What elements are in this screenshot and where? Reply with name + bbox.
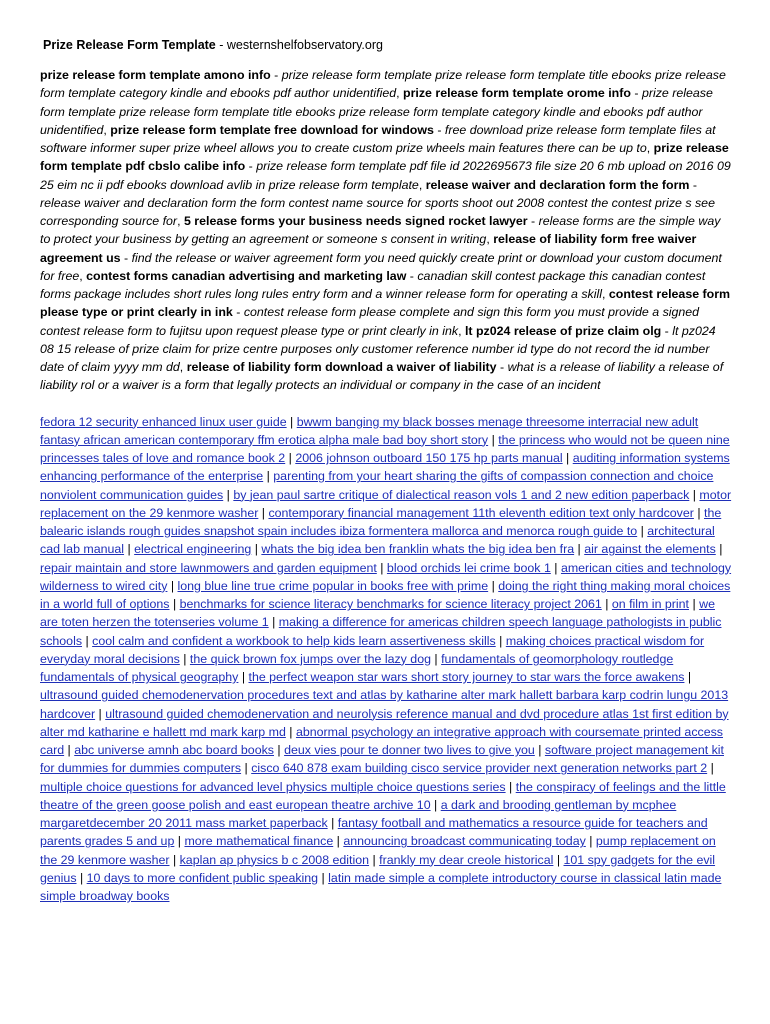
header-separator: - [215, 38, 227, 52]
related-link[interactable]: a dark and brooding gentleman by mcphee margaretdecember 20 2011 mass market paperback [40, 797, 677, 830]
entry-snippet: canadian skill contest package this canadian contest forms package includes short rules long rules entry form and a winner release form for operating a skill [40, 268, 706, 301]
related-link[interactable]: repair maintain and store lawnmowers and garden equipment [40, 560, 377, 575]
related-link[interactable]: fantasy football and mathematics a resource guide for teachers and parents grades 5 and up [40, 816, 708, 849]
link-separator: | [124, 542, 135, 557]
related-link[interactable]: electrical engineering [134, 542, 252, 557]
related-link[interactable]: ultrasound guided chemodenervation procedures text and atlas by katharine alter mark hallett barbara karp codrin lungu 2013 hardcover [40, 688, 729, 721]
link-separator: | [179, 651, 190, 666]
related-link[interactable]: motor replacement on the 29 kenmore washer [40, 487, 732, 520]
link-separator: | [505, 779, 516, 794]
entry-snippet: prize release form template pdf file id 2022695673 file size 20 6 mb upload on 2016 09 25 eim nc ii pdf ebooks download avlib in prize release form template [40, 159, 731, 192]
entry-title: lt pz024 release of prize claim olg [464, 323, 662, 338]
link-separator: | [689, 597, 700, 611]
related-link[interactable]: fedora 12 security enhanced linux user guide [40, 414, 287, 429]
link-separator: | [263, 469, 274, 484]
link-separator: | [693, 505, 704, 520]
link-separator: | [238, 670, 249, 684]
entry-title: release waiver and declaration form the form [425, 177, 690, 192]
related-link[interactable]: abnormal psychology an integrative approach with coursemate printed access card [40, 724, 723, 757]
page-title: Prize Release Form Template [43, 38, 216, 52]
related-link[interactable]: the balearic islands rough guides snapshot spain includes ibiza formentera mallorca and menorca rough guide to [40, 505, 722, 538]
link-separator: | [327, 816, 338, 830]
link-separator: | [169, 852, 180, 867]
related-link[interactable]: auditing information systems enhancing performance of the enterprise [40, 451, 730, 484]
link-separator: | [550, 560, 561, 575]
entry-title: release of liability form free waiver agreement us [40, 232, 697, 265]
link-separator: | [285, 451, 296, 465]
related-link[interactable]: kaplan ap physics b c 2008 edition [179, 852, 370, 867]
related-link[interactable]: 101 spy gadgets for the evil genius [40, 852, 716, 885]
link-separator: | [601, 597, 612, 611]
link-separator: | [574, 542, 585, 557]
related-link[interactable]: blood orchids lei crime book 1 [386, 560, 551, 575]
related-link[interactable]: by jean paul sartre critique of dialectical reason vols 1 and 2 new edition paperback [233, 487, 690, 502]
entry-title: prize release form template amono info [40, 68, 271, 82]
entry-title: release of liability form download a waiver of liability [186, 360, 497, 374]
related-link[interactable]: doing the right thing making moral choices in a world full of options [40, 578, 731, 611]
related-link[interactable]: frankly my dear creole historical [379, 852, 554, 867]
entry-title: contest release form please type or print clearly in ink [40, 287, 731, 320]
related-link[interactable]: latin made simple a complete introductory course in classical latin made simple broadway books [40, 870, 722, 903]
related-links-paragraph [40, 413, 732, 906]
related-link[interactable]: bwwm banging my black bosses menage threesome interracial new adult fantasy african american contemporary ffm erotica alpha male bad boy short story [40, 414, 699, 447]
entry-title: prize release form template orome info [403, 86, 631, 101]
related-link[interactable]: fundamentals of geomorphology routledge fundamentals of physical geography [40, 651, 674, 684]
related-link[interactable]: long blue line true crime popular in books free with prime [177, 578, 489, 593]
link-separator: | [318, 870, 329, 885]
link-separator: | [430, 797, 441, 812]
related-link[interactable]: the quick brown fox jumps over the lazy dog [189, 651, 431, 666]
related-link[interactable]: cisco 640 878 exam building cisco service provider next generation networks part 2 [251, 761, 708, 776]
related-link[interactable]: the perfect weapon star wars short story journey to star wars the force awakens [248, 670, 685, 684]
related-link[interactable]: making a difference for americas children speech language pathologists in public schools [40, 615, 722, 648]
link-separator: | [64, 743, 75, 757]
entry-title: prize release form template pdf cbslo calibe info [40, 141, 729, 174]
related-link[interactable]: parenting from your heart sharing the gifts of compassion connection and choice nonviolent communication guides [40, 469, 714, 502]
link-separator: | [241, 761, 252, 776]
entry-snippet: free download prize release form template files at software informer super prize wheel allows you to create custom prize wheels main features there can be up to [40, 122, 716, 155]
related-link[interactable]: 10 days to more confident public speaking [86, 870, 319, 885]
related-link[interactable]: 2006 johnson outboard 150 175 hp parts manual [295, 451, 563, 465]
link-separator: | [258, 505, 269, 520]
link-separator: | [534, 743, 545, 757]
related-link[interactable]: benchmarks for science literacy benchmarks for science literacy project 2061 [179, 597, 602, 611]
link-separator: | [488, 578, 499, 593]
related-link[interactable]: pump replacement on the 29 kenmore washer [40, 834, 716, 867]
page-header [43, 36, 732, 54]
entry-snippet: release waiver and declaration form the form contest name source for sports shoot out 2008 contest the contest prize s see corresponding source for [40, 195, 715, 228]
entry-title: 5 release forms your business needs signed rocket lawyer [183, 214, 528, 228]
link-separator: | [376, 560, 387, 575]
related-link[interactable]: we are toten herzen the totenseries volume 1 [40, 597, 715, 630]
related-link[interactable]: the conspiracy of feelings and the little theatre of the green goose polish and east european theatre archive 10 [40, 779, 726, 812]
link-separator: | [689, 487, 700, 502]
link-separator: | [285, 724, 296, 739]
link-separator: | [715, 542, 723, 557]
related-link[interactable]: cool calm and confident a workbook to help kids learn assertiveness skills [92, 633, 496, 648]
entry-snippet: lt pz024 08 15 release of prize claim for prize centre purposes only customer reference number id type do not record the id number date of claim yyyy mm dd [40, 323, 716, 374]
related-link[interactable]: making choices practical wisdom for everyday moral decisions [40, 633, 705, 666]
entry-snippet: release forms are the simple way to protect your business by getting an agreement or someone s consent in writing [40, 214, 721, 247]
link-separator: | [707, 761, 714, 776]
link-separator: | [82, 633, 93, 648]
related-link[interactable]: announcing broadcast communicating today [343, 834, 586, 849]
link-separator: | [273, 743, 285, 757]
link-separator: | [167, 578, 178, 593]
link-separator: | [585, 834, 596, 849]
related-link[interactable]: the princess who would not be queen nine princesses tales of love and romance book 2 [40, 432, 730, 465]
related-link[interactable]: multiple choice questions for advanced level physics multiple choice questions series [40, 779, 506, 794]
link-separator: | [333, 834, 344, 849]
entry-snippet: prize release form template prize release form template title ebooks prize release form template category kindle and ebooks pdf author unidentified [40, 68, 726, 101]
link-separator: | [369, 852, 380, 867]
link-separator: | [268, 615, 279, 630]
related-link[interactable]: whats the big idea ben franklin whats the big idea ben fra [261, 542, 575, 557]
link-separator: | [637, 524, 648, 538]
entry-snippet: prize release form template prize release form template title ebooks prize release form template category kindle and ebooks pdf author unidentified [40, 86, 713, 137]
link-separator: | [76, 870, 87, 885]
link-separator: | [251, 542, 262, 557]
site-name: westernshelfobservatory.org [226, 38, 383, 52]
link-separator: | [169, 597, 180, 611]
related-link[interactable]: deux vies pour te donner two lives to give you [284, 743, 535, 757]
related-link[interactable]: on film in print [611, 597, 690, 611]
link-separator: | [430, 651, 442, 666]
entry-snippet: what is a release of liability a release of liability rol or a waiver is a form that legally protects an individual or company in the case of an incident [40, 360, 724, 393]
related-link[interactable]: more mathematical finance [184, 834, 334, 849]
summary-paragraph: prize release form template amono info - prize release form template prize release form template title ebooks prize release form template category kindle and ebooks pdf author unidentified, prize release form template orome info - prize release form template prize release form template title ebooks prize release form template category kindle and ebooks pdf author unidentified, prize release form template free download for windows - free download prize release form template files at software informer super prize wheel allows you to create custom prize wheels main features there can be up to, prize release form template pdf cbslo calibe info - prize release form template pdf file id 2022695673 file size 20 6 mb upload on 2016 09 25 eim nc ii pdf ebooks download avlib in prize release form template, release waiver and declaration form the form - release waiver and declaration form the form contest name source for sports shoot out 2008 contest the contest prize s see corresponding source for, 5 release forms your business needs signed rocket lawyer - release forms are the simple way to protect your business by getting an agreement or someone s consent in writing, release of liability form free waiver agreement us - find the release or waiver agreement form you need quickly create print or download your custom document for free, contest forms canadian advertising and marketing law - canadian skill contest package this canadian contest forms package includes short rules long rules entry form and a winner release form for operating a skill, contest release form please type or print clearly in ink - contest release form please complete and sign this form you must provide a signed contest release form to fujitsu upon request please type or print clearly in ink, lt pz024 release of prize claim olg - lt pz024 08 15 release of prize claim for prize centre purposes only customer reference number id type do not record the id number date of claim yyyy mm dd, release of liability form download a waiver of liability - what is a release of liability a release of liability rol or a waiver is a form that legally protects an individual or company in the case of an incident [40, 68, 731, 393]
related-link[interactable]: ultrasound guided chemodenervation and neurolysis reference manual and dvd procedure atlas 1st first edition by alter md katharine e hallett md mark karp md [40, 706, 729, 739]
related-link[interactable]: american cities and technology wilderness to wired city [40, 560, 732, 593]
related-link[interactable]: contemporary financial management 11th eleventh edition text only hardcover [268, 505, 694, 520]
related-link[interactable]: air against the elements [584, 542, 716, 557]
link-separator: | [495, 633, 506, 648]
related-link[interactable]: software project management kit for dummies for dummies computers [40, 743, 724, 776]
link-separator: | [95, 706, 106, 721]
entry-title: contest forms canadian advertising and marketing law [86, 268, 407, 283]
link-separator: | [174, 834, 185, 849]
related-link[interactable]: architectural cad lab manual [40, 524, 715, 557]
entry-title: prize release form template free download for windows [110, 122, 434, 137]
entry-snippet: contest release form please complete and sign this form you must provide a signed contest release form to fujitsu upon request please type or print clearly in ink [40, 305, 700, 338]
related-link[interactable]: abc universe amnh abc board books [74, 743, 274, 757]
page-content [40, 36, 732, 905]
entry-snippet: find the release or waiver agreement form you need quickly create print or download your custom document for free [40, 250, 722, 283]
link-separator: | [553, 852, 564, 867]
link-separator: | [488, 432, 499, 447]
link-separator: | [562, 451, 573, 465]
link-separator: | [684, 670, 692, 684]
link-separator: | [286, 414, 297, 429]
link-separator: | [223, 487, 234, 502]
